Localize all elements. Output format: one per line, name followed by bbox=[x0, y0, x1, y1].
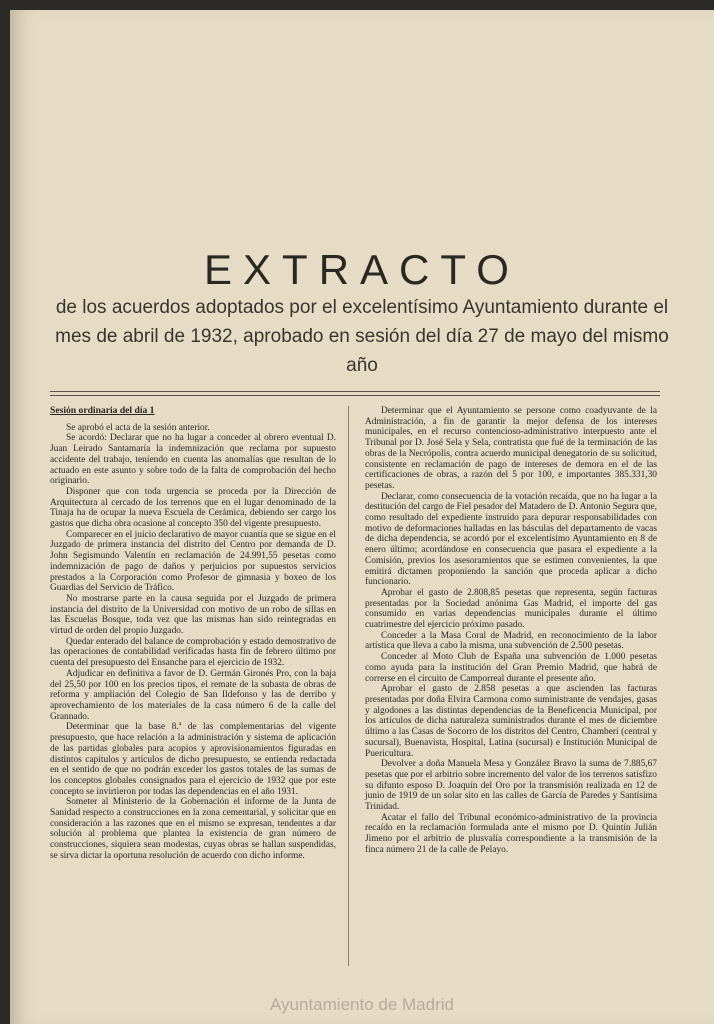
paragraph: Adjudicar en definitiva a favor de D. Germán Gironés Pro, con la baja del 25,50 por 100 en los precios tipos, el remate de la subasta de obras de reforma y ampliación del Colegio de San Ildefonso y las de derribo y aprovechamiento de los materiales de la casa número 6 de la calle del Grannado. bbox=[50, 668, 336, 722]
document-title: EXTRACTO bbox=[204, 246, 520, 293]
double-rule-bottom bbox=[50, 395, 660, 396]
column-divider bbox=[348, 406, 349, 966]
document-page bbox=[10, 10, 714, 1024]
paragraph: Conceder al Moto Club de España una subvención de 1.000 pesetas como ayuda para la institución del Gran Premio Madrid, que habrá de correrse en el circuito de Camporreal durante el presente año. bbox=[365, 652, 657, 684]
paragraph: Someter al Ministerio de la Gobernación el informe de la Junta de Sanidad respecto a construcciones en la zona cementarial, y solicitar que en consideración a las razones que en el mismo se expresan, tendentes a dar solución al problema que plantea la existencia de gran número de construcciones, siquiera sean modestas, cuyas obras se hallan suspendidas, se sirva dictar la oportuna resolución de acuerdo con dicho informe. bbox=[50, 797, 336, 861]
paragraph: Se aprobó el acta de la sesión anterior. bbox=[66, 422, 210, 433]
paragraph: No mostrarse parte en la causa seguida por el Juzgado de primera instancia del distrito de la Universidad con motivo de un robo de sillas en las Escuelas Bosque, toda vez que las mismas han sido reintegradas en virtud de orden del propio Juzgado. bbox=[50, 593, 336, 637]
paragraph: Conceder a la Masa Coral de Madrid, en reconocimiento de la labor artística que lleva a cabo la misma, una subvención de 2.500 pesetas. bbox=[365, 630, 657, 652]
paragraph: Quedar enterado del balance de comprobación y estado demostrativo de las operaciones de contabilidad verificadas hasta fin de febrero último por cuenta del presupuesto del Ensanche para el ejercicio de 1932. bbox=[50, 636, 336, 669]
double-rule-top bbox=[50, 391, 660, 392]
paragraph: Acatar el fallo del Tribunal económico-administrativo de la provincia recaído en la reclamación formulada ante el mismo por D. Quintín Julián Jimeno por el arbitrio de plusvalía correspondiente a la transmisión de la finca número 21 de la calle de Pelayo. bbox=[365, 812, 657, 855]
left-column bbox=[50, 406, 336, 862]
paragraph: Aprobar el gasto de 2.858 pesetas a que ascienden las facturas presentadas por doña Elvira Carmona como suministrante de vendajes, gasas y algodones a las distintas dependencias de la Beneficencia Municipal, por los artículos de dicha naturaleza suministrados durante el mes de diciembre último a las Casas de Socorro de los distritos del Centro, Chamberí (central y sucursal), Buenavista, Hospital, Latina (sucursal) e Institución Municipal de Puericultura. bbox=[365, 684, 657, 759]
right-column bbox=[365, 406, 657, 856]
paragraph: Determinar que la base 8.ª de las complementarias del vigente presupuesto, que hace relación a la administración y sistema de aplicación de las partidas globales para acopios y aprovisionamientos figuradas en distintos capítulos y artículos de dicho presupuesto, se entienda redactada en el sentido de que no podrán exceder los gastos totales de las sumas de los conceptos globales consignados para el ejercicio de 1932 que por este concepto se invirtieron por todas las dependencias en el año 1931. bbox=[50, 722, 336, 797]
paragraph: Declarar, como consecuencia de la votación recaída, que no ha lugar a la destitución del cargo de Fiel pesador del Matadero de D. Antonio Segura que, como resultado del expediente instruído para depurar responsabilidades con motivo de deformaciones halladas en las básculas del departamento de vacas de dicha dependencia, se acordó por el excelentísimo Ayuntamiento en 8 de enero último; acordándose en consecuencia que pasara el expediente a la Comisión, previos los asesoramientos que se estimen convenientes, la que emitirá dictamen proponiendo la sanción que proceda aplicar a dicho funcionario. bbox=[365, 491, 657, 588]
paragraph: Devolver a doña Manuela Mesa y González Bravo la suma de 7.885,67 pesetas que por el arbitrio sobre incremento del valor de los terrenos satisfizo su difunto esposo D. Joaquín del Oro por la transmisión realizada en 12 de junio de 1919 de un solar sito en las calles de García de Paredes y Santísima Trinidad. bbox=[365, 759, 657, 813]
paragraph: Disponer que con toda urgencia se proceda por la Dirección de Arquitectura al cercado de los terrenos que en el lugar denominado de la Tinaja ha de ocupar la nueva Escuela de Cerámica, debiendo ser cargo los gastos que dicha obra ocasione al concepto 350 del vigente presupuesto. bbox=[50, 486, 336, 530]
paragraph: Determinar que el Ayuntamiento se persone como coadyuvante de la Administración, a fin de garantir la mejor defensa de los intereses municipales, en el recurso contencioso-administrativo interpuesto ante el Tribunal por D. José Sela y Sela, contratista que fué de la terminación de las obras de la Necrópolis, contra acuerdo municipal denegatorio de su solicitud, consistente en reclamación de pago de intereses de demora en el de las certificaciones de obras, a razón del 5 por 100, e importantes 385.331,30 pesetas. bbox=[365, 406, 657, 491]
watermark: Ayuntamiento de Madrid bbox=[270, 995, 454, 1014]
section-heading: Sesión ordinaria del día 1 bbox=[50, 405, 155, 416]
paragraph: Aprobar el gasto de 2.808,85 pesetas que representa, según facturas presentadas por la Sociedad anónima Gas Madrid, el importe del gas consumido en varias dependencias municipales durante el último cuatrimestre del ejercicio próximo pasado. bbox=[365, 587, 657, 631]
document-subtitle: de los acuerdos adoptados por el excelentísimo Ayuntamiento durante el mes de abril de 1932, aprobado en sesión del día 27 de mayo del mismo año bbox=[55, 297, 669, 376]
paragraph: Comparecer en el juicio declarativo de mayor cuantía que se sigue en el Juzgado de primera instancia del distrito del Centro por demanda de D. John Segismundo Valentín en reclamación de 24.991,55 pesetas como indemnización de pago de daños y perjuicios por supuestos servicios prestados a la Corporación como Profesor de gimnasia y boxeo de los Guardias del Servicio de Tráfico. bbox=[50, 529, 336, 594]
paragraph: Se acordó: Declarar que no ha lugar a conceder al obrero eventual D. Juan Leirado Santamaría la indemnización que reclama por supuesto accidente del trabajo, teniendo en cuenta las anomalías que resultan de lo actuado en este asunto y sobre todo de la falta de comprobación del hecho originario. bbox=[50, 433, 336, 487]
